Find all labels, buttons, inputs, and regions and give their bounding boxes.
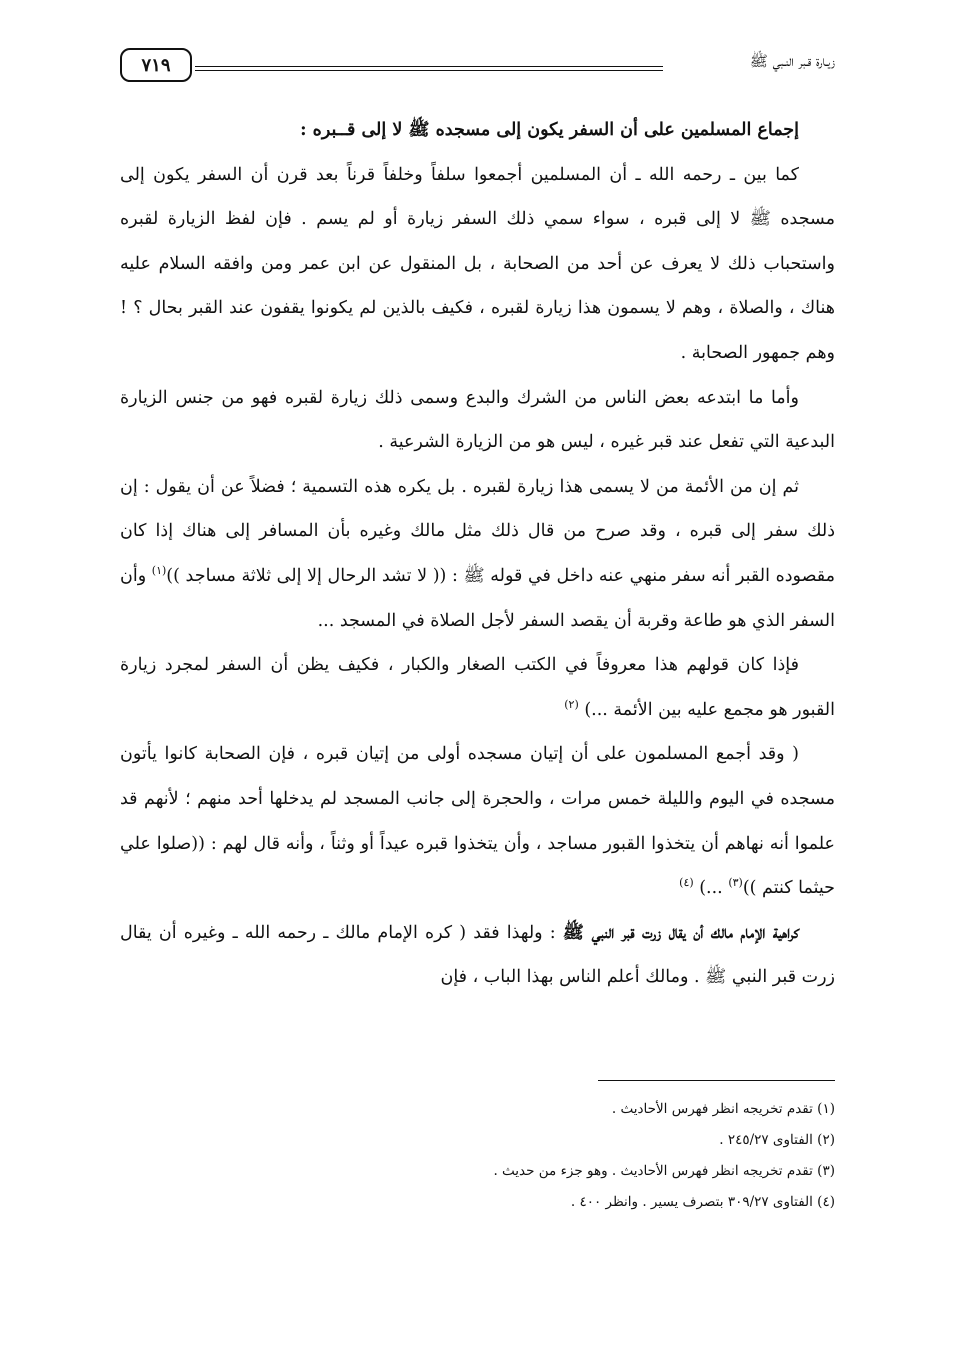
paragraph-text: فإذا كان قولهم هذا معروفاً في الكتب الصغار والكبار ، فكيف يظن أن السفر لمجرد زيارة القبور هو مجمع عليه بين الأئمة ...) (120, 655, 835, 720)
inline-heading: كراهية الإمام مالك أن يقال زرت قبر النبي ﷺ (562, 922, 799, 943)
section-heading: إجماع المسلمين على أن السفر يكون إلى مسجده ﷺ لا إلى قــبره : (300, 120, 799, 140)
paragraph (120, 643, 835, 732)
paragraph-text: ثم إن من الأئمة من لا يسمى هذا زيارة لقبره . بل يكره هذه التسمية ؛ فضلاً عن أن يقول : إن ذلك سفر إلى قبره ، وقد صرح من قال ذلك مثل مالك وغيره بأن المسافر إلى هناك إذا كان مقصوده القبر أنه سفر منهي عنه داخل في قوله ﷺ : (( لا تشد الرحال إلا إلى ثلاثة مساجد )) (120, 476, 835, 586)
paragraph (120, 465, 835, 643)
footnote-ref: (١) (151, 564, 167, 578)
footnote: (٤) الفتاوى ٣٠٩/٢٧ بتصرف يسير . وانظر ٤٠٠ . (570, 1194, 835, 1210)
paragraph (120, 732, 835, 910)
paragraph: كما بين ـ رحمه الله ـ أن المسلمين أجمعوا سلفاً وخلفاً قرناً بعد قرن أن السفر يكون إلى مسجده ﷺ لا إلى قبره ، سواء سمي ذلك السفر زيارة أو لم يسم . فإن لفظ الزيارة لقبره واستحباب ذلك لا يعرف عن أحد من الصحابة ، بل المنقول عن ابن عمر ومن وافقه السلام عليه هناك ، والصلاة ، وهم لا يسمون هذا زيارة لقبره ، فكيف بالذين لم يكونوا يقفون عند القبر بحال ؟ ! وهم جمهور الصحابة . (120, 164, 835, 363)
footnote-separator (598, 1080, 835, 1081)
footnotes (300, 1094, 835, 1218)
footnote: (٢) الفتاوى ٢٤٥/٢٧ . (719, 1132, 835, 1148)
footnote-ref: (٤) (679, 876, 694, 890)
paragraph: وأما ما ابتدعه بعض الناس من الشرك والبدع وسمى ذلك زيارة لقبره فهو من جنس الزيارة البدعية التي تفعل عند قبر غيره ، ليس هو من الزيارة الشرعية . (120, 387, 835, 453)
page-header (120, 44, 835, 90)
page-number: ٧١٩ (120, 48, 192, 82)
header-rule (195, 66, 663, 71)
footnote: (٣) تقدم تخريجه انظر فهرس الأحاديث . وهو جزء من حديث . (493, 1163, 835, 1179)
running-title: زيـارة قـبر النـبي ﷺ (749, 52, 835, 70)
paragraph-text: : ولهذا فقد ( كره الإمام مالك ـ رحمه الله ـ وغيره أن يقال زرت قبر النبي ﷺ . ومالك أعلم الناس بهذا الباب ، فإن (120, 922, 835, 988)
paragraph-text: ...) (699, 878, 729, 899)
footnote: (١) تقدم تخريجه انظر فهرس الأحاديث . (611, 1101, 835, 1117)
paragraph-text: وأن السفر الذي هو طاعة وقربة أن يقصد السفر لأجل الصلاة في المسجد ... (120, 565, 835, 631)
footnote-ref: (٣) (728, 876, 743, 890)
main-text (120, 108, 835, 1000)
footnote-ref: (٢) (564, 697, 579, 711)
paragraph-text: ( وقد أجمع المسلمون على أن إتيان مسجده أولى من إتيان قبره ، فإن الصحابة كانوا يأتون مسجده في اليوم والليلة خمس مرات ، والحجرة إلى جانب المسجد لم يدخلها أحد منهم ؛ لأنهم قد علموا أنه نهاهم أن يتخذوا القبور مساجد ، وأن يتخذوا قبره عيداً أو وثناً ، وأنه قال لهم : ((صلوا علي حيثما كنتم )) (120, 744, 835, 899)
paragraph (120, 911, 835, 1000)
